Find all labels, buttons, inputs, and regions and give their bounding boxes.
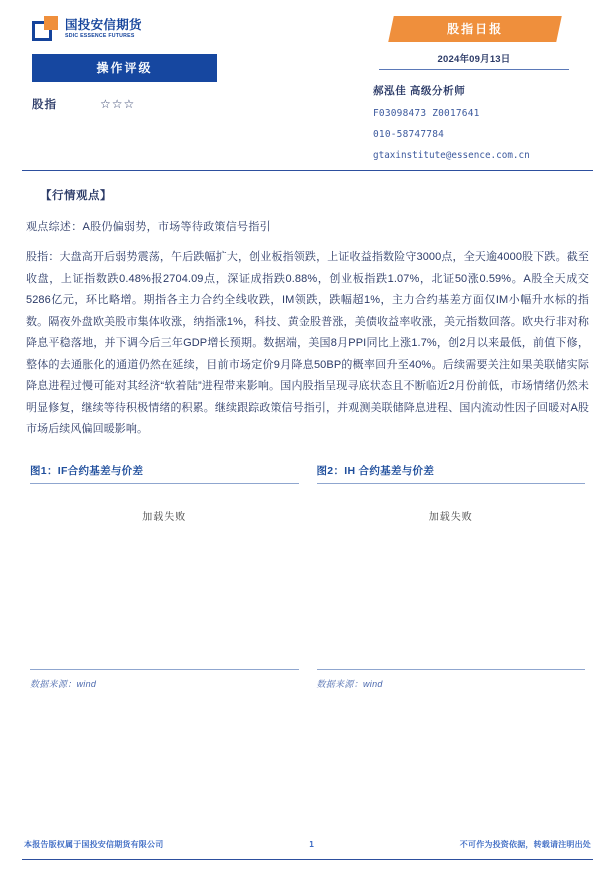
chart-canvas bbox=[317, 484, 586, 669]
analyst-name: 郝泓佳 高级分析师 bbox=[373, 85, 466, 97]
analyst-email: gtaxinstitute@essence.com.cn bbox=[373, 150, 530, 161]
analyst-license-numbers: F03098473 Z0017641 bbox=[373, 108, 480, 119]
chart-block-ih bbox=[317, 463, 586, 690]
company-logo bbox=[22, 16, 292, 42]
report-type-ribbon bbox=[388, 16, 562, 42]
company-name-en: SDIC ESSENCE FUTURES bbox=[65, 32, 135, 39]
chart-canvas bbox=[30, 484, 299, 669]
report-header bbox=[22, 0, 593, 164]
star-rating-icon: ☆☆☆ bbox=[100, 97, 136, 111]
view-summary: 观点综述：A股仍偏弱势，市场等待政策信号指引 bbox=[26, 221, 271, 233]
charts-row bbox=[26, 463, 589, 690]
report-date: 2024年09月13日 bbox=[379, 51, 569, 70]
chart-source: 数据来源：wind bbox=[30, 678, 97, 689]
chart-load-failed-message: 加载失败 bbox=[428, 511, 473, 523]
chart-block-if bbox=[30, 463, 299, 690]
report-type-label: 股指日报 bbox=[447, 22, 504, 36]
chart-footer-divider bbox=[30, 669, 299, 670]
report-content bbox=[22, 171, 593, 690]
rating-item-label: 股指 bbox=[32, 99, 57, 111]
rating-row bbox=[32, 96, 292, 112]
market-commentary-paragraph: 股指：大盘高开后弱势震荡，午后跌幅扩大，创业板指领跌，上证收益指数险守3000点，全天逾4000股下跌。截至收盘，上证指数跌0.48%报2704.09点，深证成指跌0.88%，创业板指跌1.07%，北证50涨0.59%。A股全天成交5286亿元，环比略增。期指各主力合约全线收跌，IM领跌，跌幅超1%，主力合约基差方面仅IM小幅升水标的指数。隔夜外盘欧美股市集体收涨，纳指涨1%，科技、黄金股普涨，美债收益率收涨，美元指数回落。欧央行非对称降息平稳落地，并下调今后三年GDP增长预期。数据端，美国8月PPI同比上涨1.7%，创2月以来最低，前值下修，整体的去通胀化的通道仍然在延续，目前市场定价9月降息50BP的概率回升至40%。后续需要关注如果美联储实际降息进程过慢可能对其经济“软着陆”进程带来影响。国内股指呈现寻底状态且不断临近2月份前低，市场情绪仍然未明显修复，继续等待积极情绪的积累。继续跟踪政策信号指引，并观测美联储降息进程、国内流动性因子回暖对A股市场后续风偏回暖影响。 bbox=[26, 251, 589, 436]
chart-title: 图1：IF合约基差与价差 bbox=[30, 464, 144, 477]
analyst-phone: 010-58747784 bbox=[373, 129, 445, 140]
header-left-column bbox=[22, 16, 292, 112]
footer-page-number: 1 bbox=[309, 840, 315, 849]
footer-copyright: 本报告版权属于国投安信期货有限公司 bbox=[24, 840, 164, 849]
header-right-column bbox=[363, 16, 593, 161]
footer-disclaimer: 不可作为投资依据，转载请注明出处 bbox=[459, 840, 591, 849]
sdic-logo-icon bbox=[32, 16, 58, 42]
section-title-market-view: 【行情观点】 bbox=[40, 190, 112, 202]
chart-title: 图2：IH 合约基差与价差 bbox=[316, 464, 435, 477]
chart-footer-divider bbox=[317, 669, 586, 670]
chart-load-failed-message: 加载失败 bbox=[142, 511, 187, 523]
chart-source: 数据来源：wind bbox=[316, 678, 383, 689]
operation-rating-banner: 操作评级 bbox=[32, 54, 217, 82]
footer-divider bbox=[22, 859, 593, 860]
company-name-cn: 国投安信期货 bbox=[65, 18, 142, 33]
report-footer bbox=[22, 839, 593, 860]
